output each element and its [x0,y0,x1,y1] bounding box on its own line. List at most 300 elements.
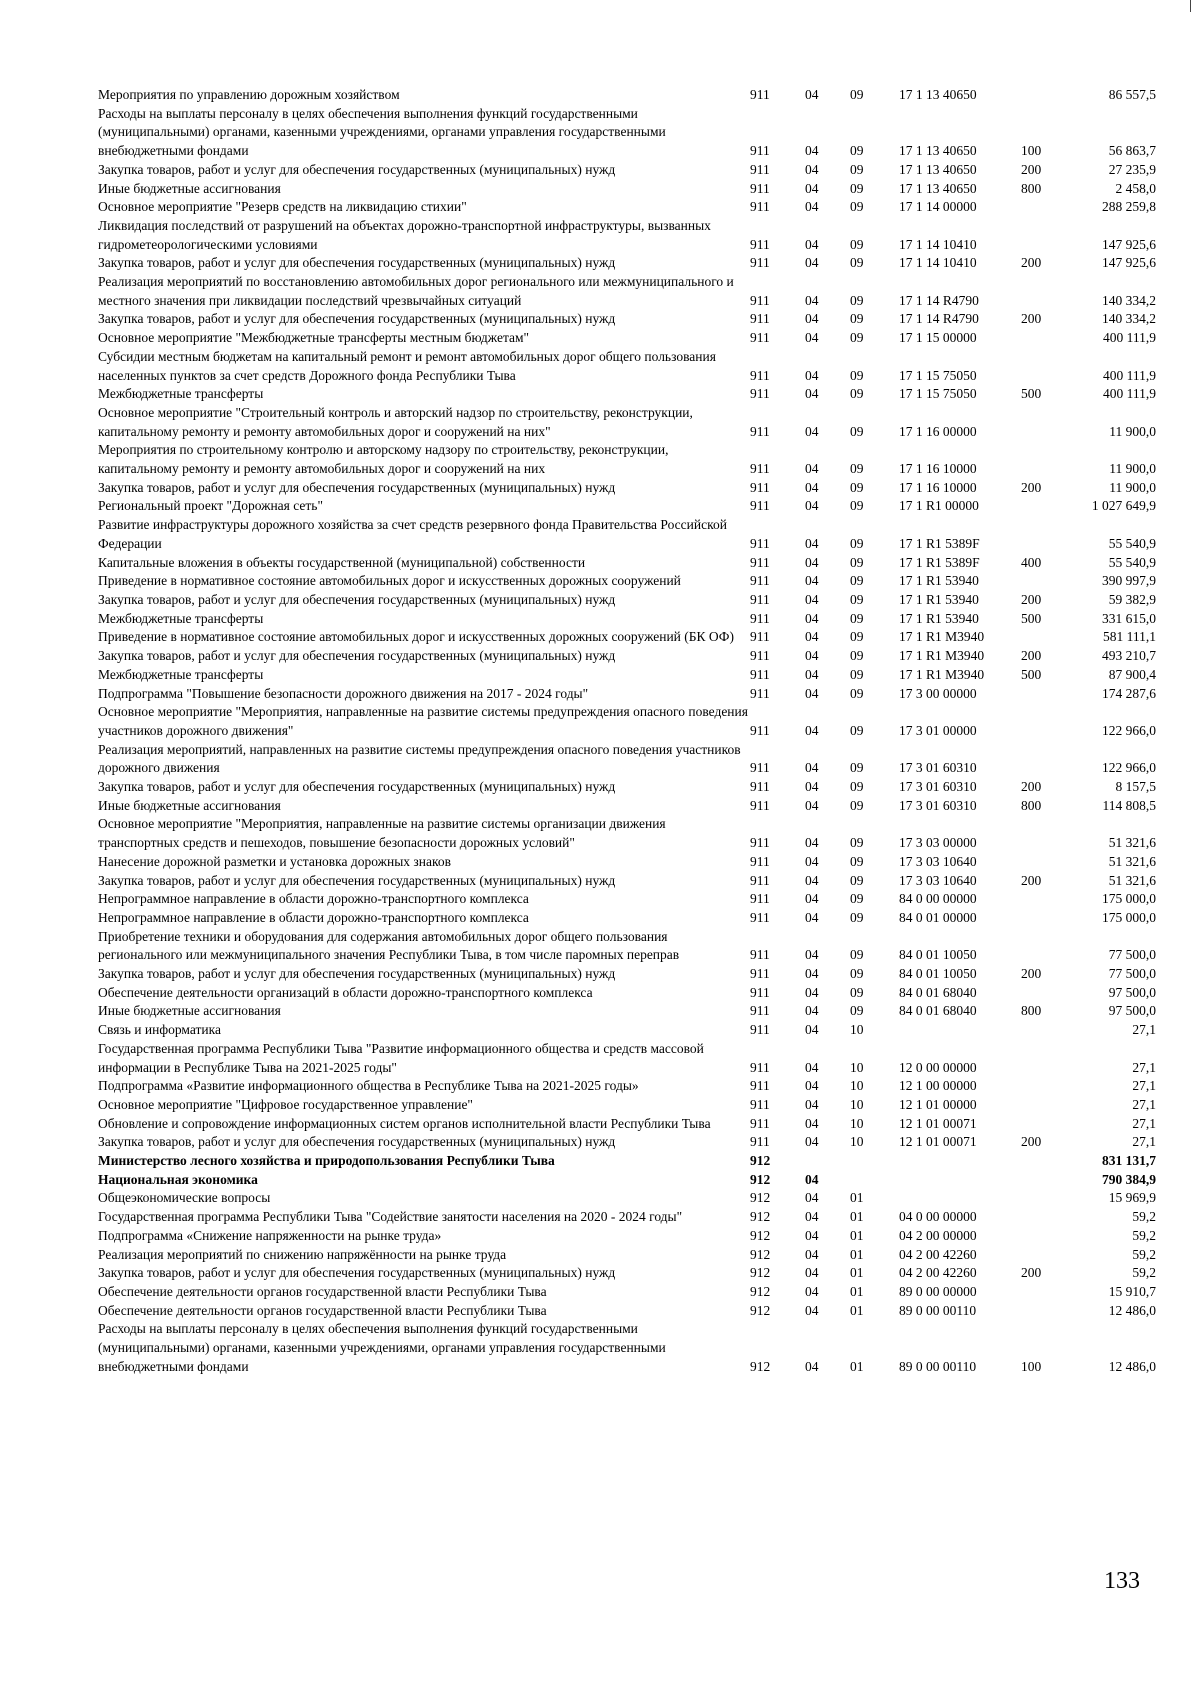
row-expense-type-code: 200 [1021,648,1042,664]
row-amount: 15 910,7 [1108,1284,1156,1299]
row-target-article-code: 17 3 03 10640 [899,853,977,869]
row-subsection-code: 10 [850,1096,864,1112]
row-amount: 140 334,2 [1102,311,1156,327]
row-subsection-code: 01 [850,1358,864,1374]
row-grbs-code: 911 [750,143,770,159]
row-subsection-code: 01 [850,1265,864,1281]
row-amount: 77 500,0 [1108,966,1156,982]
row-grbs-code: 911 [750,779,770,795]
row-grbs-code: 911 [750,199,770,215]
row-expense-type-code [1021,1077,1071,1096]
row-expense-type-code [1021,441,1071,478]
row-grbs-code: 911 [750,87,770,102]
row-amount: 97 500,0 [1108,1003,1156,1019]
row-expense-type-code [1021,1246,1071,1265]
row-grbs-code: 911 [750,1115,770,1131]
row-grbs-code: 912 [750,1302,771,1318]
row-section-code: 04 [805,199,819,215]
table-row [98,853,1156,872]
row-expense-type-code [1021,273,1071,310]
row-target-article-code: 84 0 01 00000 [899,909,977,925]
row-subsection-code: 01 [850,1246,864,1262]
table-row [98,1171,1156,1190]
table-row [98,741,1156,778]
row-amount: 400 111,9 [1103,367,1156,383]
row-grbs-code: 911 [750,648,770,664]
row-grbs-code: 911 [750,909,770,925]
row-section-code: 04 [805,1284,819,1299]
row-subsection-code: 01 [850,1209,864,1225]
row-target-article-code: 17 1 15 00000 [899,330,977,346]
table-row [98,872,1156,891]
row-grbs-code: 911 [750,1078,770,1094]
row-target-article-code: 12 1 01 00000 [899,1096,977,1112]
row-amount: 2 458,0 [1115,180,1156,196]
table-row [98,1021,1156,1040]
table-row [98,965,1156,984]
row-name: Приобретение техники и оборудования для содержания автомобильных дорог общего пользования регионального или межмуниципального значения Республики Тыва, в том числе паромных переправ [98,928,680,963]
row-section-code: 04 [805,161,819,177]
row-expense-type-code [1021,890,1071,909]
row-target-article-code: 84 0 01 68040 [899,984,977,1000]
row-subsection-code: 09 [850,367,864,383]
row-expense-type-code: 200 [1021,779,1042,795]
row-amount: 51 321,6 [1108,853,1156,869]
row-grbs-code: 911 [750,629,770,645]
row-expense-type-code: 200 [1021,479,1042,495]
row-expense-type-code [1021,329,1071,348]
row-subsection-code: 09 [850,591,864,607]
row-target-article-code: 17 1 R1 53940 [899,591,979,607]
row-name: Основное мероприятие "Цифровое государственное управление" [98,1096,473,1112]
row-amount: 27,1 [1132,1022,1156,1038]
row-target-article-code: 17 1 13 40650 [899,143,977,159]
row-name: Закупка товаров, работ и услуг для обеспечения государственных (муниципальных) нужд [98,872,616,888]
row-target-article-code: 04 0 00 00000 [899,1209,977,1225]
row-expense-type-code [1021,909,1071,928]
row-name: Иные бюджетные ассигнования [98,1003,281,1019]
row-name: Межбюджетные трансферты [98,386,264,402]
row-expense-type-code: 200 [1021,1265,1042,1281]
row-section-code: 04 [805,984,819,1000]
row-name: Государственная программа Республики Тыва "Содействие занятости населения на 2020 - 2024 годы" [98,1209,683,1225]
row-grbs-code: 911 [750,610,770,626]
row-section-code: 04 [805,966,819,982]
row-expense-type-code: 200 [1021,591,1042,607]
row-name: Иные бюджетные ассигнования [98,180,281,196]
row-grbs-code: 911 [750,554,770,570]
row-name: Непрограммное направление в области дорожно-транспортного комплекса [98,891,529,907]
row-section-code: 04 [805,1115,819,1131]
table-row [98,1152,1156,1171]
row-target-article-code [899,1189,1021,1208]
row-amount: 59,2 [1132,1209,1156,1225]
row-section-code: 04 [805,1209,819,1225]
row-subsection-code: 10 [850,1059,864,1075]
row-grbs-code: 912 [750,1209,771,1225]
row-name: Реализация мероприятий по восстановлению автомобильных дорог регионального или межмуниципального и местного значения при ликвидации последствий чрезвычайных ситуаций [98,274,734,308]
row-name: Национальная экономика [98,1171,258,1187]
row-subsection-code: 09 [850,629,864,645]
row-name: Капитальные вложения в объекты государственной (муниципальной) собственности [98,554,586,570]
row-expense-type-code [1021,516,1071,553]
row-grbs-code: 911 [750,461,770,477]
table-row [98,928,1156,965]
budget-table-body [98,86,1156,1377]
row-target-article-code: 17 1 14 10410 [899,255,977,271]
row-expense-type-code [1021,1040,1071,1077]
row-name: Основное мероприятие "Мероприятия, направленные на развитие системы предупреждения опасного поведения участников дорожного движения" [98,704,748,738]
row-target-article-code: 17 1 16 00000 [899,423,977,439]
table-row [98,329,1156,348]
row-amount: 790 384,9 [1102,1171,1156,1187]
row-subsection-code: 01 [850,1190,864,1206]
row-target-article-code [899,1171,1021,1190]
row-grbs-code: 911 [750,236,770,252]
row-section-code: 04 [805,1358,819,1374]
row-expense-type-code: 800 [1021,180,1042,196]
row-subsection-code: 09 [850,947,864,963]
row-target-article-code: 17 3 00 00000 [899,685,977,701]
row-section-code: 04 [805,1171,819,1187]
row-amount: 15 969,9 [1108,1190,1156,1206]
row-grbs-code: 911 [750,891,770,907]
row-amount: 59,2 [1132,1246,1156,1262]
row-section-code: 04 [805,722,819,738]
row-subsection-code: 09 [850,797,864,813]
row-target-article-code: 04 2 00 42260 [899,1246,977,1262]
row-name: Мероприятия по управлению дорожным хозяйством [98,87,400,102]
row-target-article-code: 17 1 R1 53940 [899,610,979,626]
row-target-article-code: 12 1 01 00071 [899,1134,977,1150]
row-subsection-code: 09 [850,479,864,495]
row-grbs-code: 911 [750,1096,770,1112]
row-name: Подпрограмма «Развитие информационного общества в Республике Тыва на 2021-2025 годы» [98,1078,639,1094]
row-grbs-code: 911 [750,797,770,813]
row-expense-type-code: 400 [1021,554,1042,570]
row-amount: 147 925,6 [1102,255,1156,271]
row-amount: 581 111,1 [1103,629,1156,645]
table-row [98,1227,1156,1246]
row-name: Закупка товаров, работ и услуг для обеспечения государственных (муниципальных) нужд [98,779,616,795]
row-section-code: 04 [805,1096,819,1112]
row-name: Субсидии местным бюджетам на капитальный ремонт и ремонт автомобильных дорог общего пользования населенных пунктов за счет средств Дорожного фонда Республики Тыва [98,348,716,383]
row-name: Закупка товаров, работ и услуг для обеспечения государственных (муниципальных) нужд [98,648,616,664]
row-amount: 27,1 [1132,1059,1156,1075]
row-amount: 59 382,9 [1108,591,1156,607]
row-name: Приведение в нормативное состояние автомобильных дорог и искусственных дорожных сооружений (БК ОФ) [98,629,734,645]
row-expense-type-code [1021,1021,1071,1040]
row-section-code: 04 [805,947,819,963]
row-section-code: 04 [805,461,819,477]
row-amount: 331 615,0 [1102,610,1156,626]
table-row [98,1096,1156,1115]
row-section-code: 04 [805,797,819,813]
row-expense-type-code [1021,1227,1071,1246]
table-row [98,685,1156,704]
row-target-article-code: 04 2 00 00000 [899,1227,977,1243]
row-name: Региональный проект "Дорожная сеть" [98,498,323,514]
row-section-code: 04 [805,180,819,196]
table-row [98,198,1156,217]
row-expense-type-code [1021,628,1071,647]
row-target-article-code: 84 0 01 10050 [899,966,977,982]
row-section-code: 04 [805,423,819,439]
row-expense-type-code [1021,572,1071,591]
table-row [98,516,1156,553]
row-grbs-code: 911 [750,423,770,439]
table-row [98,479,1156,498]
table-row [98,497,1156,516]
table-row [98,105,1156,161]
row-name: Расходы на выплаты персоналу в целях обеспечения выполнения функций государственными (муниципальными) органами, казенными учреждениями, органами управления государственными внебюджетными фондами [98,105,666,159]
row-grbs-code: 911 [750,1003,770,1019]
row-name: Связь и информатика [98,1022,221,1038]
row-expense-type-code [1021,1208,1071,1227]
table-row [98,591,1156,610]
row-subsection-code: 01 [850,1227,864,1243]
row-grbs-code: 911 [750,872,770,888]
row-subsection-code: 09 [850,685,864,701]
row-amount: 140 334,2 [1102,292,1156,308]
row-grbs-code: 912 [750,1153,771,1169]
row-grbs-code: 912 [750,1284,771,1299]
row-section-code: 04 [805,554,819,570]
row-amount: 51 321,6 [1108,835,1156,851]
row-name: Закупка товаров, работ и услуг для обеспечения государственных (муниципальных) нужд [98,1134,616,1150]
table-row [98,647,1156,666]
row-section-code: 04 [805,479,819,495]
row-subsection-code: 09 [850,255,864,271]
row-subsection-code: 09 [850,872,864,888]
table-row [98,254,1156,273]
row-amount: 59,2 [1132,1227,1156,1243]
row-subsection-code: 09 [850,760,864,776]
row-target-article-code: 17 1 14 10410 [899,236,977,252]
row-expense-type-code [1021,703,1071,740]
row-expense-type-code: 100 [1021,143,1042,159]
table-row [98,1115,1156,1134]
row-subsection-code: 09 [850,461,864,477]
row-name: Межбюджетные трансферты [98,666,264,682]
row-subsection-code: 09 [850,966,864,982]
row-section-code: 04 [805,1265,819,1281]
row-subsection-code: 09 [850,87,864,102]
row-subsection-code: 09 [850,1003,864,1019]
row-section-code: 04 [805,367,819,383]
row-expense-type-code [1021,1302,1071,1321]
row-subsection-code: 09 [850,722,864,738]
row-expense-type-code [1021,853,1071,872]
row-subsection-code: 01 [850,1284,864,1299]
table-row [98,1264,1156,1283]
row-section-code: 04 [805,685,819,701]
row-grbs-code: 911 [750,367,770,383]
row-target-article-code: 17 1 13 40650 [899,87,977,102]
row-expense-type-code: 500 [1021,610,1042,626]
row-target-article-code: 17 1 14 R4790 [899,292,979,308]
row-target-article-code [899,1152,1021,1171]
row-target-article-code: 17 1 16 10000 [899,461,977,477]
row-target-article-code: 17 3 03 00000 [899,835,977,851]
row-amount: 114 808,5 [1102,797,1156,813]
row-section-code: 04 [805,87,819,102]
row-grbs-code: 911 [750,311,770,327]
row-name: Подпрограмма «Снижение напряженности на рынке труда» [98,1227,442,1243]
row-grbs-code: 911 [750,180,770,196]
row-amount: 27,1 [1132,1134,1156,1150]
table-row [98,1133,1156,1152]
row-target-article-code: 17 1 14 00000 [899,199,977,215]
row-amount: 27,1 [1132,1078,1156,1094]
row-grbs-code: 912 [750,1358,771,1374]
row-target-article-code: 17 3 01 60310 [899,797,977,813]
row-amount: 86 557,5 [1108,87,1156,102]
row-amount: 493 210,7 [1102,648,1156,664]
row-section-code: 04 [805,292,819,308]
row-name: Нанесение дорожной разметки и установка дорожных знаков [98,853,451,869]
row-expense-type-code [1021,86,1071,105]
row-amount: 122 966,0 [1102,722,1156,738]
row-subsection-code: 09 [850,909,864,925]
page-number: 133 [1104,1568,1140,1594]
row-subsection-code: 09 [850,423,864,439]
row-amount: 11 900,0 [1109,423,1156,439]
row-grbs-code: 911 [750,666,770,682]
row-target-article-code: 17 1 R1 5389F [899,554,980,570]
row-section-code: 04 [805,891,819,907]
table-row [98,348,1156,385]
table-row [98,890,1156,909]
row-section-code: 04 [805,1190,819,1206]
row-subsection-code: 09 [850,180,864,196]
row-subsection-code: 09 [850,648,864,664]
row-amount: 122 966,0 [1102,760,1156,776]
row-name: Иные бюджетные ассигнования [98,797,281,813]
row-target-article-code: 17 1 R1 00000 [899,498,979,514]
row-name: Закупка товаров, работ и услуг для обеспечения государственных (муниципальных) нужд [98,1265,616,1281]
row-name: Общеэкономические вопросы [98,1190,271,1206]
row-target-article-code: 17 3 03 10640 [899,872,977,888]
row-grbs-code: 912 [750,1190,771,1206]
row-grbs-code: 911 [750,1022,770,1038]
row-grbs-code: 911 [750,947,770,963]
row-name: Непрограммное направление в области дорожно-транспортного комплекса [98,909,529,925]
row-section-code: 04 [805,610,819,626]
row-name: Закупка товаров, работ и услуг для обеспечения государственных (муниципальных) нужд [98,479,616,495]
row-expense-type-code: 200 [1021,966,1042,982]
row-grbs-code: 911 [750,330,770,346]
row-target-article-code: 17 3 01 00000 [899,722,977,738]
row-subsection-code: 09 [850,311,864,327]
row-amount: 27 235,9 [1108,161,1156,177]
table-row [98,1208,1156,1227]
row-section-code: 04 [805,311,819,327]
row-grbs-code: 912 [750,1171,771,1187]
row-expense-type-code [1021,1096,1071,1115]
table-row [98,1002,1156,1021]
row-amount: 1 027 649,9 [1091,498,1156,514]
row-expense-type-code: 800 [1021,1003,1042,1019]
row-section-code: 04 [805,760,819,776]
row-name: Развитие инфраструктуры дорожного хозяйства за счет средств резервного фонда Правительства Российской Федерации [98,517,727,551]
row-name: Министерство лесного хозяйства и природопользования Республики Тыва [98,1153,555,1169]
table-row [98,1189,1156,1208]
row-section-code: 04 [805,1246,819,1262]
row-amount: 174 287,6 [1102,685,1156,701]
row-section-code: 04 [805,1227,819,1243]
row-target-article-code: 84 0 00 00000 [899,891,977,907]
row-name: Обновление и сопровождение информационных систем органов исполнительной власти Республики Тыва [98,1115,711,1131]
row-name: Реализация мероприятий по снижению напряжённости на рынке труда [98,1246,507,1262]
table-row [98,310,1156,329]
row-target-article-code: 17 1 13 40650 [899,180,977,196]
row-expense-type-code [1021,497,1071,516]
row-name: Обеспечение деятельности органов государственной власти Республики Тыва [98,1284,547,1299]
row-expense-type-code [1021,685,1071,704]
row-name: Расходы на выплаты персоналу в целях обеспечения выполнения функций государственными (муниципальными) органами, казенными учреждениями, органами управления государственными внебюджетными фондами [98,1321,666,1374]
row-amount: 175 000,0 [1102,891,1156,907]
table-row [98,1302,1156,1321]
row-expense-type-code [1021,1189,1071,1208]
row-subsection-code: 09 [850,835,864,851]
row-target-article-code: 17 1 14 R4790 [899,311,979,327]
row-subsection-code: 01 [850,1302,864,1318]
row-name: Государственная программа Республики Тыва "Развитие информационного общества и средств массовой информации в Республике Тыва на 2021-2025 годы" [98,1040,704,1075]
row-expense-type-code [1021,1283,1071,1302]
row-name: Приведение в нормативное состояние автомобильных дорог и искусственных дорожных сооружений [98,573,681,589]
row-expense-type-code [1021,815,1071,852]
row-subsection-code [850,1171,899,1190]
table-row [98,161,1156,180]
row-subsection-code: 09 [850,386,864,402]
row-subsection-code [850,1152,899,1171]
scan-edge-mark [1190,0,1191,12]
row-amount: 55 540,9 [1108,535,1156,551]
row-grbs-code: 911 [750,591,770,607]
row-section-code: 04 [805,573,819,589]
row-section-code: 04 [805,498,819,514]
row-section-code: 04 [805,386,819,402]
row-grbs-code: 911 [750,479,770,495]
row-grbs-code: 911 [750,535,770,551]
row-section-code: 04 [805,909,819,925]
row-amount: 97 500,0 [1108,984,1156,1000]
table-row [98,797,1156,816]
row-subsection-code: 09 [850,891,864,907]
row-grbs-code: 911 [750,292,770,308]
row-grbs-code: 911 [750,984,770,1000]
table-row [98,984,1156,1003]
row-target-article-code: 89 0 00 00110 [899,1358,977,1374]
row-section-code: 04 [805,629,819,645]
table-row [98,217,1156,254]
table-row [98,180,1156,199]
row-subsection-code: 10 [850,1078,864,1094]
row-expense-type-code [1021,404,1071,441]
row-name: Закупка товаров, работ и услуг для обеспечения государственных (муниципальных) нужд [98,966,616,982]
row-section-code: 04 [805,853,819,869]
row-expense-type-code: 100 [1021,1358,1042,1374]
row-amount: 831 131,7 [1102,1153,1156,1169]
row-expense-type-code: 500 [1021,386,1042,402]
row-expense-type-code [1021,1115,1071,1134]
row-expense-type-code: 200 [1021,311,1042,327]
row-subsection-code: 09 [850,535,864,551]
row-expense-type-code: 500 [1021,666,1042,682]
row-expense-type-code [1021,1152,1071,1171]
row-section-code: 04 [805,330,819,346]
